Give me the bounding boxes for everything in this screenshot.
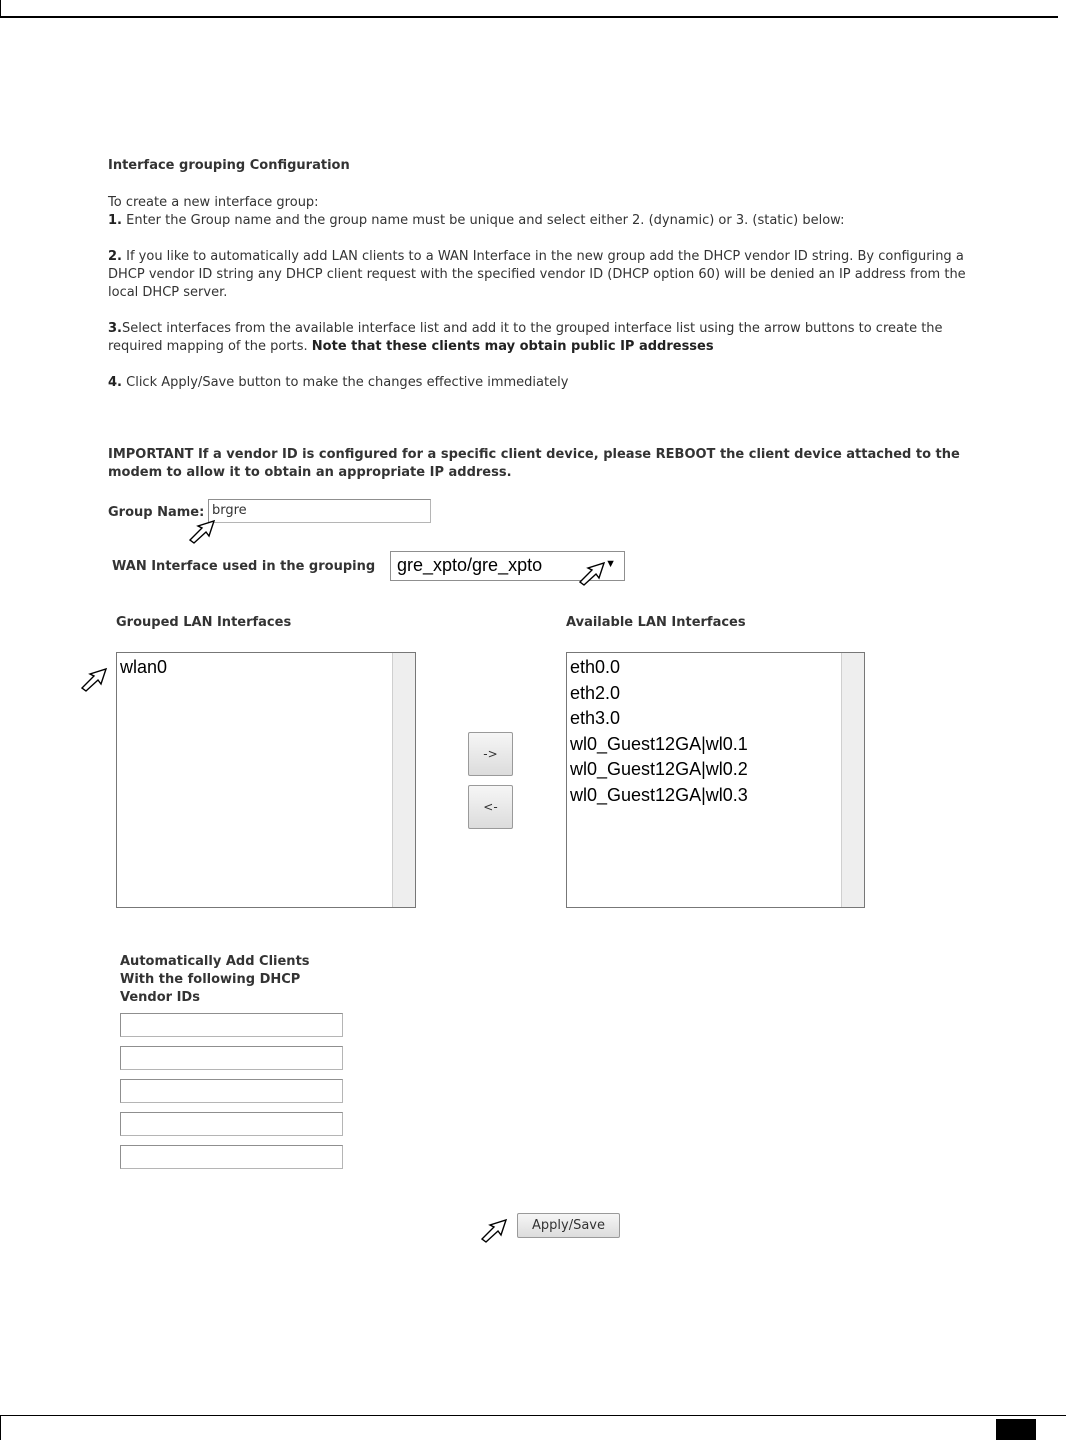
vendor-id-label-line-1: Automatically Add Clients (120, 954, 310, 969)
wan-interface-label: WAN Interface used in the grouping (112, 559, 376, 574)
hollow-arrow-pointer-icon (480, 1217, 514, 1243)
available-list-item[interactable]: eth0.0 (570, 657, 621, 677)
wan-interface-selected: gre_xpto/gre_xpto (397, 555, 543, 575)
page-title: Interface grouping Configuration (108, 158, 350, 173)
vendor-id-input[interactable] (120, 1046, 343, 1070)
vendor-id-label-line-3: Vendor IDs (120, 990, 200, 1005)
grouped-lan-scrollbar[interactable] (392, 653, 415, 907)
triangle-down-icon: ▼ (605, 558, 616, 570)
important-line-1: IMPORTANT If a vendor ID is configured for a specific client device, please REBOOT the client device attached to the (108, 447, 960, 462)
remove-from-group-button[interactable]: <- (468, 785, 513, 829)
step-3-line-2-text: required mapping of the ports. (108, 339, 308, 354)
step-3 (108, 320, 943, 338)
step-2-line-2: DHCP vendor ID string any DHCP client request with the specified vendor ID (DHCP option 60) will be denied an IP address from the (108, 267, 966, 282)
hollow-arrow-pointer-icon (578, 560, 612, 586)
hollow-arrow-pointer-icon (80, 666, 114, 692)
step-4-number: 4. (108, 375, 122, 390)
intro-text: To create a new interface group: (108, 195, 319, 210)
important-line-2: modem to allow it to obtain an appropriate IP address. (108, 465, 512, 480)
available-list-item[interactable]: wl0_Guest12GA|wl0.2 (570, 759, 748, 779)
step-4-text: Click Apply/Save button to make the changes effective immediately (126, 375, 569, 390)
step-3-line-1: Select interfaces from the available interface list and add it to the grouped interface list using the arrow buttons to create the (121, 321, 943, 336)
step-2-line-3: local DHCP server. (108, 285, 228, 300)
step-3-line-2 (108, 338, 714, 356)
page-footer-rule (0, 1415, 1066, 1440)
page-number-tab (996, 1419, 1036, 1440)
group-name-input[interactable]: brgre (208, 499, 431, 523)
group-name-label: Group Name: (108, 505, 205, 520)
grouped-list-item[interactable]: wlan0 (120, 657, 168, 677)
step-1 (108, 212, 844, 230)
vendor-id-input[interactable] (120, 1145, 343, 1169)
vendor-id-label-line-2: With the following DHCP (120, 972, 301, 987)
available-list-item[interactable]: eth2.0 (570, 682, 621, 703)
available-lan-label: Available LAN Interfaces (566, 615, 746, 630)
grouped-lan-items (120, 655, 167, 681)
step-2-number: 2. (108, 249, 122, 264)
available-lan-scrollbar[interactable] (841, 653, 864, 907)
available-list-item[interactable]: wl0_Guest12GA|wl0.3 (570, 784, 748, 805)
vendor-id-input[interactable] (120, 1112, 343, 1136)
step-2 (108, 248, 964, 266)
available-lan-listbox[interactable] (566, 652, 865, 908)
step-3-number: 3. (108, 321, 122, 336)
vendor-id-input[interactable] (120, 1079, 343, 1103)
grouped-lan-listbox[interactable] (116, 652, 416, 908)
hollow-arrow-pointer-icon (188, 518, 222, 544)
step-1-number: 1. (108, 213, 122, 228)
step-2-line-1: If you like to automatically add LAN clients to a WAN Interface in the new group add the DHCP vendor ID string. By configuring a (126, 249, 964, 264)
step-1-text: Enter the Group name and the group name must be unique and select either 2. (dynamic) or 3. (static) below: (126, 213, 845, 228)
step-4 (108, 374, 568, 392)
apply-save-button[interactable]: Apply/Save (517, 1213, 620, 1238)
available-list-item[interactable]: wl0_Guest12GA|wl0.1 (570, 733, 748, 754)
add-to-group-button[interactable]: -> (468, 732, 513, 776)
available-list-item[interactable]: eth3.0 (570, 708, 621, 728)
vendor-id-input[interactable] (120, 1013, 343, 1037)
grouped-lan-label: Grouped LAN Interfaces (116, 615, 292, 630)
step-3-note: Note that these clients may obtain public IP addresses (311, 339, 714, 354)
available-lan-items (570, 655, 748, 808)
page-header-rule (0, 0, 1058, 18)
